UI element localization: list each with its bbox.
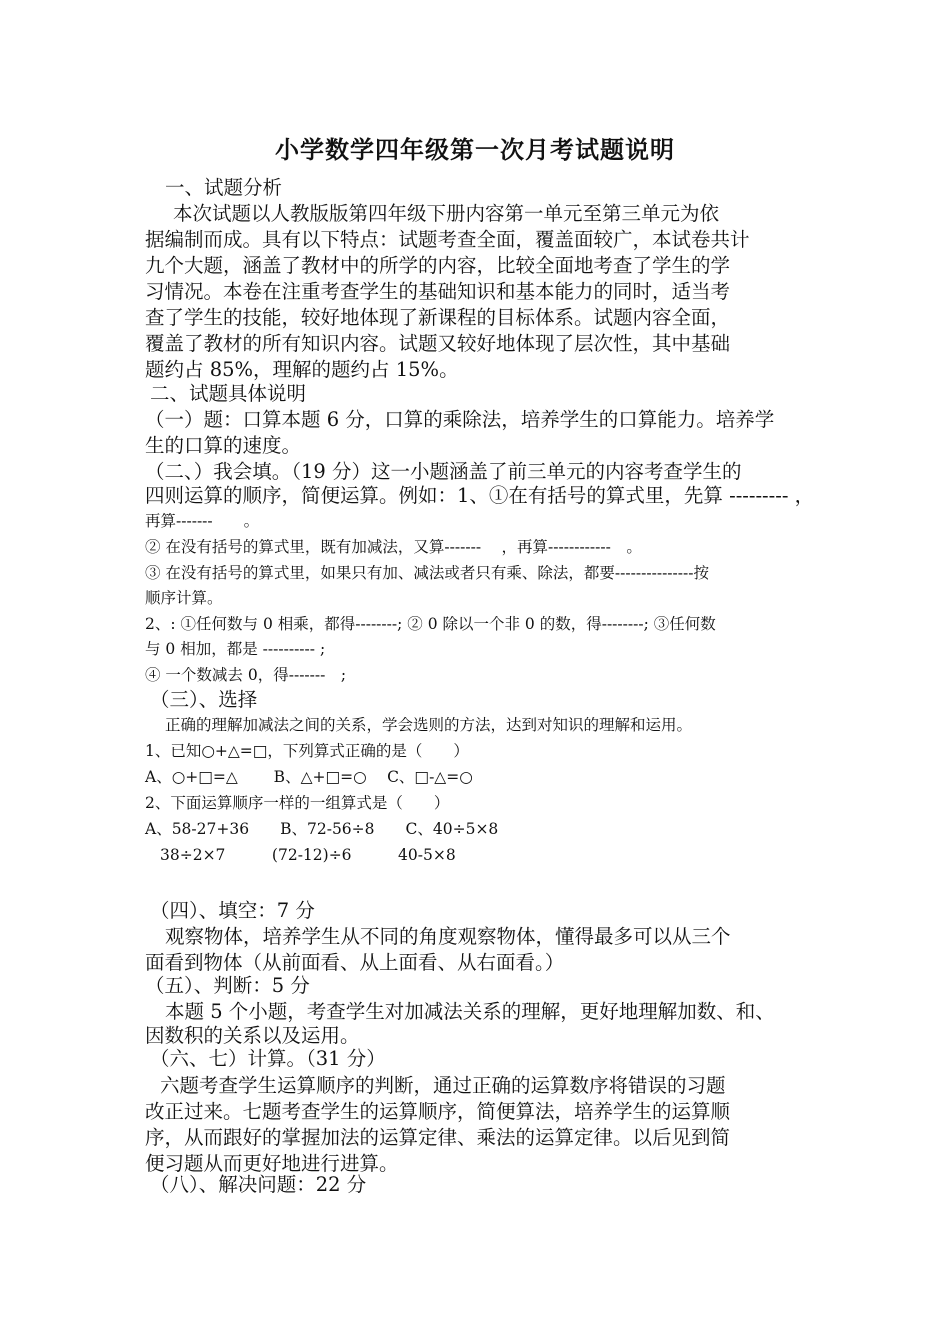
section-heading-analysis: 一、试题分析 (165, 176, 283, 199)
paragraph-line: 与 0 相加，都是 ---------- ; (145, 640, 326, 658)
question-line: 1、已知○+△=□，下列算式正确的是（ ） (145, 742, 469, 760)
paragraph-line: ② 在没有括号的算式里，既有加减法，又算------- ，再算------------ 。 (145, 538, 642, 556)
paragraph-line: 正确的理解加减法之间的关系，学会选则的方法，达到对知识的理解和运用。 (165, 716, 693, 734)
paragraph-line: （一）题：口算本题 6 分，口算的乘除法，培养学生的口算能力。培养学 (145, 408, 775, 431)
question-line: 2、下面运算顺序一样的一组算式是（ ） (145, 794, 450, 812)
paragraph-line: 六题考查学生运算顺序的判断，通过正确的运算数序将错误的习题 (160, 1074, 726, 1097)
paragraph-line: 本次试题以人教版版第四年级下册内容第一单元至第三单元为依 (173, 202, 720, 225)
paragraph-line: 面看到物体（从前面看、从上面看、从右面看。） (145, 951, 565, 974)
paragraph-line: 序，从而跟好的掌握加法的运算定律、乘法的运算定律。以后见到简 (145, 1126, 731, 1149)
section-heading-fill: （四）、填空：7 分 (150, 899, 315, 922)
question-line: A、58-27+36 B、72-56÷8 C、40÷5×8 (145, 820, 499, 838)
question-line: A、○+□=△ B、△+□=○ C、□-△=○ (145, 768, 473, 786)
paragraph-line: ③ 在没有括号的算式里，如果只有加、减法或者只有乘、除法，都要---------------按 (145, 564, 709, 582)
document-title: 小学数学四年级第一次月考试题说明 (275, 135, 675, 164)
paragraph-line: （二、）我会填。（19 分）这一小题涵盖了前三单元的内容考查学生的 (145, 460, 742, 483)
paragraph-line: 观察物体，培养学生从不同的角度观察物体，懂得最多可以从三个 (165, 925, 731, 948)
paragraph-line: 本题 5 个小题，考查学生对加减法关系的理解，更好地理解加数、和、 (165, 1000, 775, 1023)
paragraph-line: ④ 一个数减去 0，得------- ; (145, 666, 347, 684)
paragraph-line: 便习题从而更好地进行进算。 (145, 1152, 399, 1175)
paragraph-line: 2、: ①任何数与 0 相乘，都得--------; ② 0 除以一个非 0 的数，得--------; ③任何数 (145, 615, 716, 633)
paragraph-line: 覆盖了教材的所有知识内容。试题又较好地体现了层次性，其中基础 (145, 332, 731, 355)
paragraph-line: 再算------- 。 (145, 512, 260, 530)
paragraph-line: 生的口算的速度。 (145, 434, 302, 457)
paragraph-line: 题约占 85%，理解的题约占 15%。 (145, 358, 459, 381)
paragraph-line: 查了学生的技能，较好地体现了新课程的目标体系。试题内容全面， (145, 306, 731, 329)
section-heading-calc: （六、七）计算。（31 分） (150, 1047, 386, 1070)
paragraph-line: 四则运算的顺序，简便运算。例如：1、①在有括号的算式里，先算 --------- ， (145, 484, 815, 507)
paragraph-line: 据编制而成。具有以下特点：试题考查全面，覆盖面较广，本试卷共计 (145, 228, 750, 251)
section-heading-details: 二、试题具体说明 (150, 382, 307, 405)
section-heading-solve: （八）、解决问题：22 分 (150, 1173, 367, 1196)
paragraph-line: 改正过来。七题考查学生的运算顺序，简便算法，培养学生的运算顺 (145, 1100, 731, 1123)
section-heading-choice: （三）、选择 (150, 688, 258, 711)
paragraph-line: 九个大题，涵盖了教材中的所学的内容，比较全面地考查了学生的学 (145, 254, 731, 277)
paragraph-line: 因数积的关系以及运用。 (145, 1024, 360, 1047)
question-line: 38÷2×7 (72-12)÷6 40-5×8 (160, 846, 456, 864)
paragraph-line: 顺序计算。 (145, 589, 223, 607)
paragraph-line: 习情况。本卷在注重考查学生的基础知识和基本能力的同时，适当考 (145, 280, 731, 303)
section-heading-judge: （五）、判断：5 分 (145, 974, 310, 997)
